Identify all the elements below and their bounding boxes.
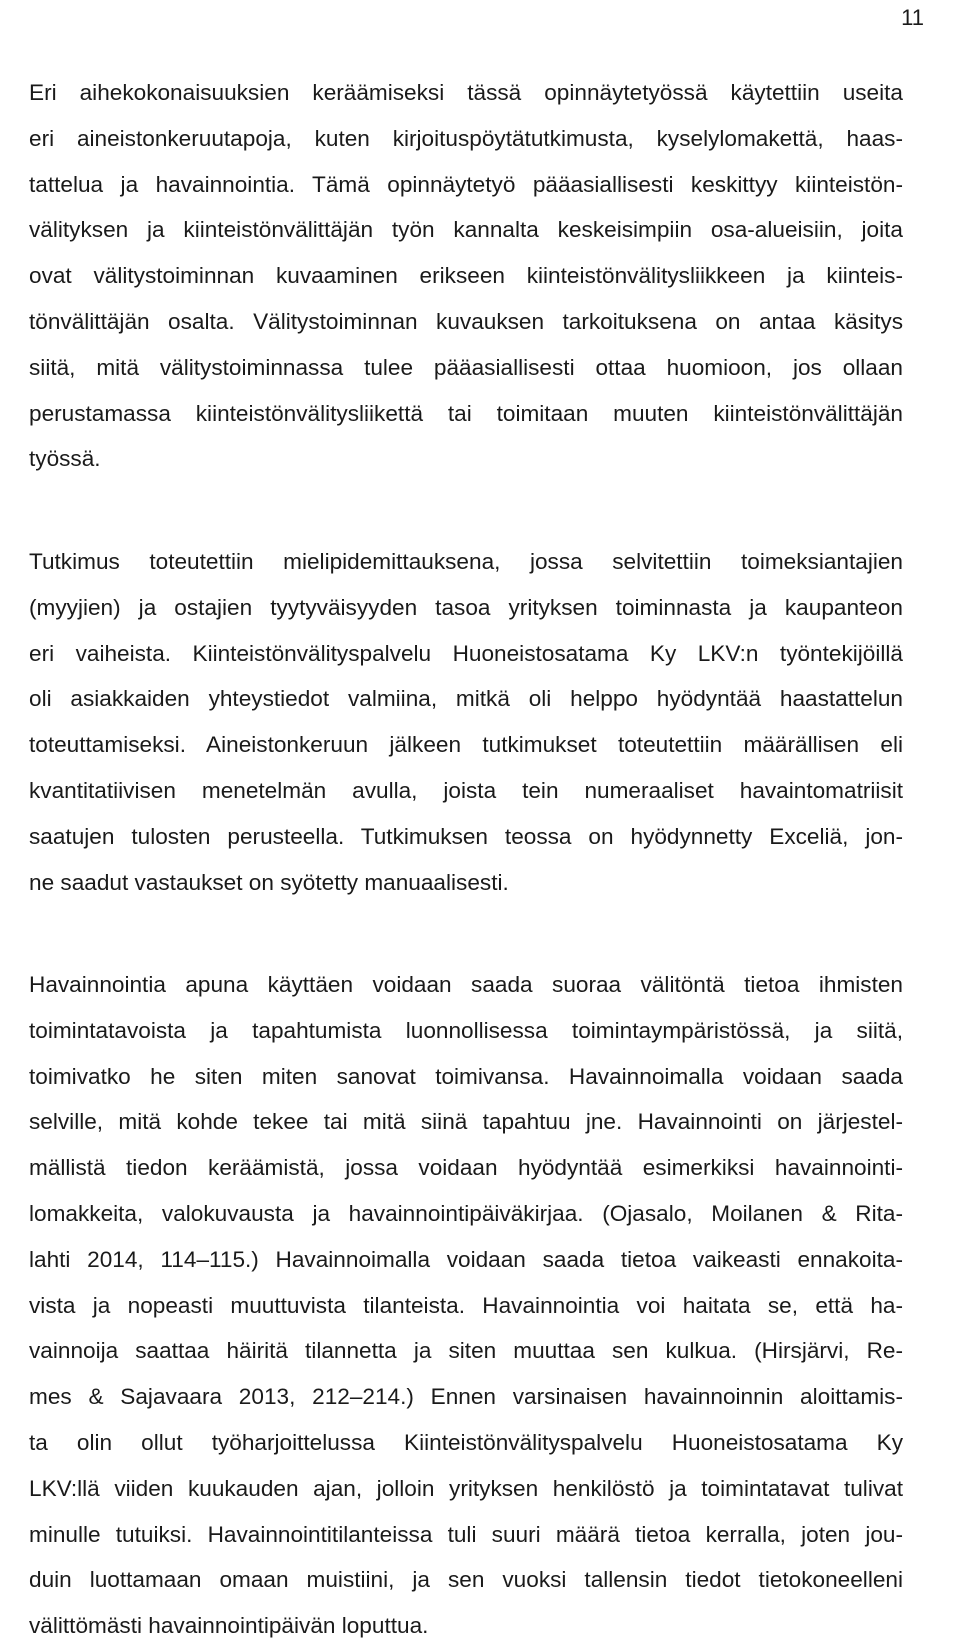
text-line: eri vaiheista. Kiinteistönvälityspalvelu Huoneistosatama Ky LKV:n työntekijöillä <box>29 640 903 666</box>
paragraph-1 <box>29 70 903 482</box>
text-line: toteuttamiseksi. Aineistonkeruun jälkeen tutkimukset toteutettiin määrällisen eli <box>29 732 903 758</box>
page-number: 11 <box>901 5 924 30</box>
text-line: LKV:llä viiden kuukauden ajan, jolloin yrityksen henkilöstö ja toimintatavat tulivat <box>29 1475 903 1501</box>
text-line: lomakkeita, valokuvausta ja havainnointipäiväkirjaa. (Ojasalo, Moilanen & Rita- <box>29 1200 903 1226</box>
text-line: lahti 2014, 114–115.) Havainnoimalla voidaan saada tietoa vaikeasti ennakoita- <box>29 1246 903 1272</box>
text-line: saatujen tulosten perusteella. Tutkimuksen teossa on hyödynnetty Exceliä, jon- <box>29 823 903 849</box>
text-line: kvantitatiivisen menetelmän avulla, joista tein numeraaliset havaintomatriisit <box>29 777 903 803</box>
text-line: välityksen ja kiinteistönvälittäjän työn kannalta keskeisimpiin osa-alueisiin, joita <box>29 217 903 243</box>
text-line: työssä. <box>29 446 101 472</box>
text-line: oli asiakkaiden yhteystiedot valmiina, mitkä oli helppo hyödyntää haastattelun <box>29 686 903 712</box>
text-line: Havainnointia apuna käyttäen voidaan saada suoraa välitöntä tietoa ihmisten <box>29 972 903 997</box>
paragraph-3 <box>29 962 903 1649</box>
text-line: tattelua ja havainnointia. Tämä opinnäytetyö pääasiallisesti keskittyy kiinteistön- <box>29 171 903 197</box>
text-line: toimivatko he siten miten sanovat toimivansa. Havainnoimalla voidaan saada <box>29 1063 903 1089</box>
text-line: Tutkimus toteutettiin mielipidemittauksena, jossa selvitettiin toimeksiantajien <box>29 549 903 574</box>
text-line: minulle tutuiksi. Havainnointitilanteissa tuli suuri määrä tietoa kerralla, joten jou- <box>29 1521 903 1547</box>
text-line: vista ja nopeasti muuttuvista tilanteista. Havainnointia voi haitata se, että ha- <box>29 1292 903 1318</box>
text-line: vainnoija saattaa häiritä tilannetta ja siten muuttaa sen kulkua. (Hirsjärvi, Re- <box>29 1338 903 1364</box>
text-line: mällistä tiedon keräämistä, jossa voidaan hyödyntää esimerkiksi havainnointi- <box>29 1155 903 1181</box>
text-line: ta olin ollut työharjoittelussa Kiinteistönvälityspalvelu Huoneistosatama Ky <box>29 1429 903 1455</box>
text-line: tönvälittäjän osalta. Välitystoiminnan kuvauksen tarkoituksena on antaa käsitys <box>29 308 903 334</box>
text-line: ne saadut vastaukset on syötetty manuaalisesti. <box>29 869 509 895</box>
text-line: toimintatavoista ja tapahtumista luonnollisessa toimintaympäristössä, ja siitä, <box>29 1017 903 1043</box>
text-line: välittömästi havainnointipäivän loputtua. <box>29 1613 429 1639</box>
text-line: siitä, mitä välitystoiminnassa tulee pääasiallisesti ottaa huomioon, jos ollaan <box>29 354 903 380</box>
text-line: duin luottamaan omaan muistiini, ja sen vuoksi tallensin tiedot tietokoneelleni <box>29 1567 903 1593</box>
text-line: perustamassa kiinteistönvälitysliikettä tai toimitaan muuten kiinteistönvälittäjän <box>29 400 903 426</box>
text-line: Eri aihekokonaisuuksien keräämiseksi tässä opinnäytetyössä käytettiin useita <box>29 80 903 105</box>
paragraph-2 <box>29 539 903 905</box>
text-line: ovat välitystoiminnan kuvaaminen erikseen kiinteistönvälitysliikkeen ja kiinteis- <box>29 263 903 289</box>
text-line: eri aineistonkeruutapoja, kuten kirjoituspöytätutkimusta, kyselylomakettä, haas- <box>29 125 903 151</box>
text-line: (myyjien) ja ostajien tyytyväisyyden tasoa yrityksen toiminnasta ja kaupanteon <box>29 594 903 620</box>
text-line: mes & Sajavaara 2013, 212–214.) Ennen varsinaisen havainnoinnin aloittamis- <box>29 1384 903 1410</box>
text-line: selville, mitä kohde tekee tai mitä siinä tapahtuu jne. Havainnointi on järjestel- <box>29 1109 903 1135</box>
